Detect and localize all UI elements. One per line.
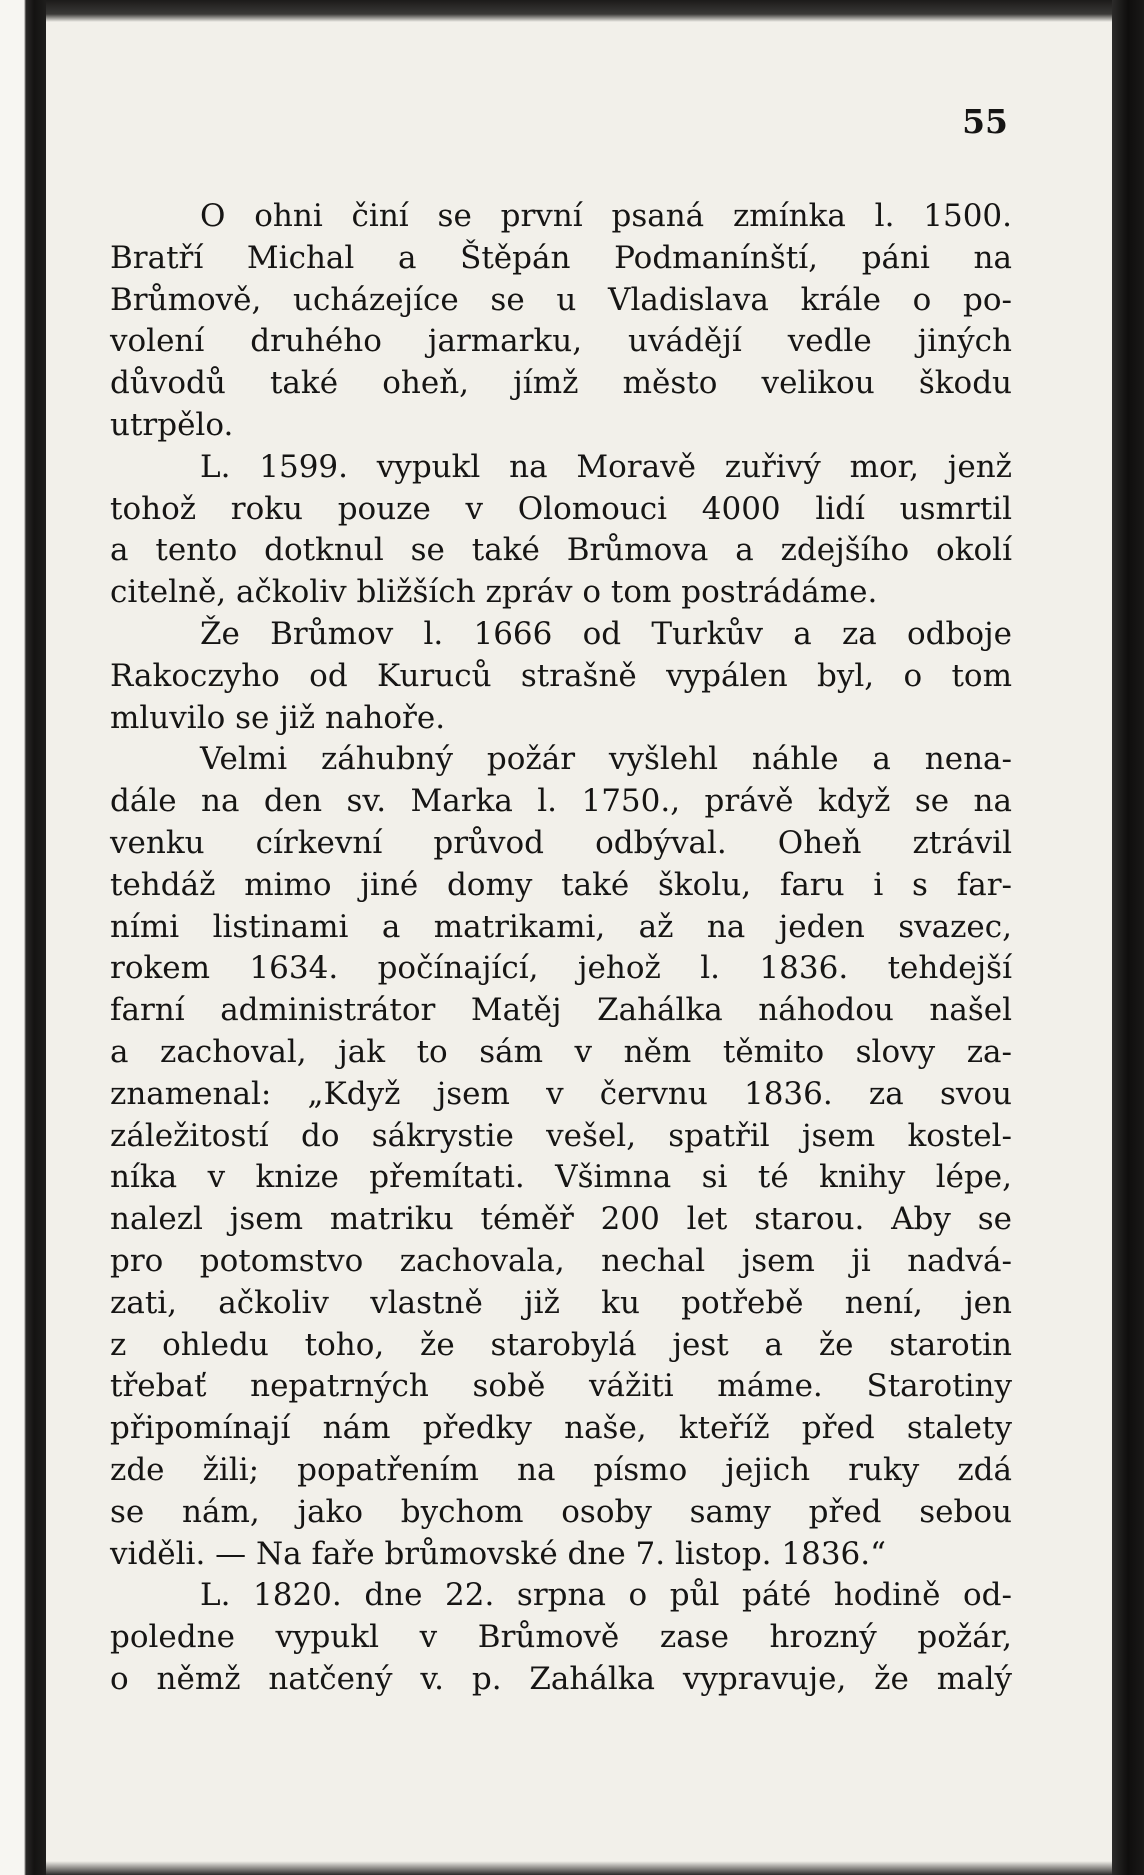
- text-line: venku církevní průvod odbýval. Oheň ztrávil: [110, 824, 1012, 861]
- text-line: Brůmově, ucházejíce se u Vladislava krále o po-: [110, 281, 1012, 318]
- text-line: utrpělo.: [110, 406, 234, 443]
- text-line: viděli. — Na faře brůmovské dne 7. listop. 1836.“: [110, 1535, 886, 1572]
- text-line: tohož roku pouze v Olomouci 4000 lidí usmrtil: [110, 490, 1012, 527]
- text-line: a tento dotknul se také Brůmova a zdejšího okolí: [110, 532, 1012, 569]
- text-line: a zachoval, jak to sám v něm těmito slovy za-: [110, 1033, 1012, 1070]
- text-line: o němž natčený v. p. Zahálka vypravuje, že malý: [110, 1660, 1012, 1697]
- text-line: tehdáž mimo jiné domy také školu, faru i s far-: [110, 866, 1012, 903]
- text-line: ními listinami a matrikami, až na jeden svazec,: [110, 908, 1012, 945]
- text-line: Že Brůmov l. 1666 od Turkův a za odboje: [200, 615, 1012, 652]
- text-line: připomínají nám předky naše, kteříž před stalety: [110, 1410, 1012, 1447]
- text-line: L. 1820. dne 22. srpna o půl páté hodině od-: [200, 1577, 1012, 1614]
- text-line: citelně, ačkoliv bližších zpráv o tom postrádáme.: [110, 574, 878, 611]
- text-line: Velmi záhubný požár vyšlehl náhle a nena-: [200, 741, 1012, 778]
- text-line: důvodů také oheň, jímž město velikou škodu: [110, 365, 1012, 402]
- book-spine-shadow: [0, 0, 46, 1875]
- page-number: 55: [962, 102, 1008, 141]
- text-line: z ohledu toho, že starobylá jest a že starotin: [110, 1326, 1012, 1363]
- text-line: rokem 1634. počínající, jehož l. 1836. tehdejší: [110, 950, 1012, 987]
- text-line: se nám, jako bychom osoby samy před sebou: [110, 1493, 1012, 1530]
- text-line: níka v knize přemítati. Všimna si té knihy lépe,: [110, 1159, 1012, 1196]
- text-line: nalezl jsem matriku téměř 200 let starou. Aby se: [110, 1201, 1012, 1238]
- text-line: volení druhého jarmarku, uvádějí vedle jiných: [110, 323, 1012, 360]
- text-line: poledne vypukl v Brůmově zase hrozný požár,: [110, 1619, 1012, 1656]
- page-top-shadow: [46, 0, 1112, 22]
- text-line: záležitostí do sákrystie vešel, spatřil jsem kostel-: [110, 1117, 1012, 1154]
- text-line: O ohni činí se první psaná zmínka l. 1500.: [200, 198, 1012, 234]
- text-line: Bratří Michal a Štěpán Podmanínští, páni na: [110, 239, 1012, 276]
- text-line: zati, ačkoliv vlastně již ku potřebě není, jen: [110, 1284, 1012, 1321]
- page-right-edge: [1112, 0, 1144, 1875]
- text-line: třebať nepatrných sobě vážiti máme. Starotiny: [110, 1368, 1012, 1405]
- text-line: dále na den sv. Marka l. 1750., právě když se na: [110, 783, 1012, 820]
- text-line: zde žili; popatřením na písmo jejich ruky zdá: [110, 1451, 1012, 1488]
- text-line: mluvilo se již nahoře.: [110, 699, 446, 736]
- text-line: L. 1599. vypukl na Moravě zuřivý mor, jenž: [200, 448, 1012, 485]
- text-line: farní administrátor Matěj Zahálka náhodou našel: [110, 992, 1012, 1029]
- text-line: Rakoczyho od Kuruců strašně vypálen byl, o tom: [110, 657, 1012, 694]
- text-line: pro potomstvo zachovala, nechal jsem ji nadvá-: [110, 1242, 1012, 1279]
- body-text: [110, 196, 1012, 1701]
- page-bottom-shadow: [46, 1861, 1112, 1875]
- text-line: znamenal: „Když jsem v červnu 1836. za svou: [110, 1075, 1012, 1112]
